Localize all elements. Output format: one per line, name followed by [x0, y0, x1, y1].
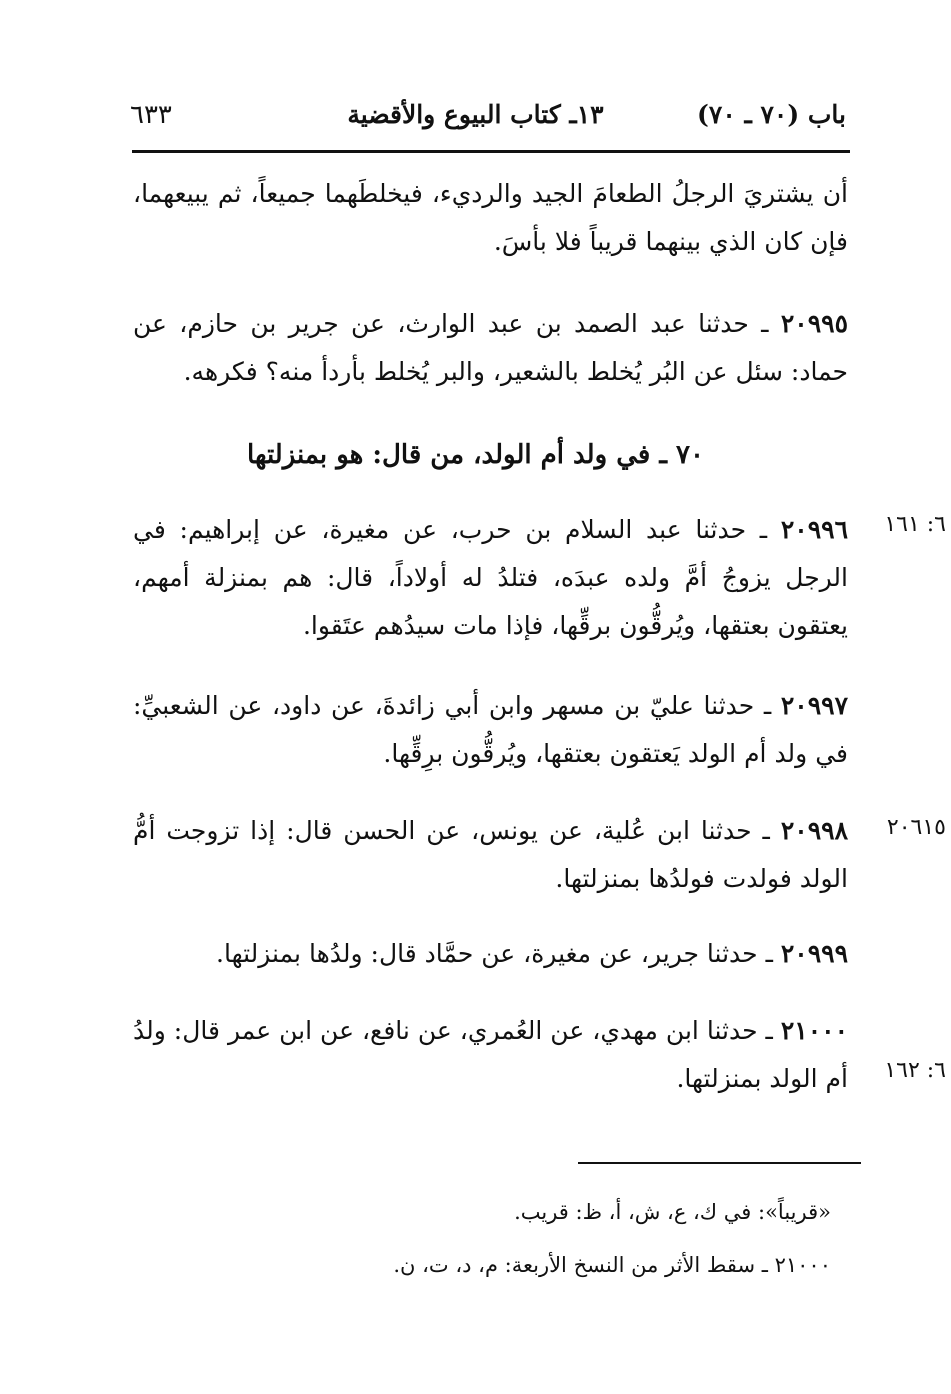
margin-reference: ٢٠٦١٥	[886, 815, 946, 840]
hadith-number: ٢٠٩٩٧	[780, 691, 848, 720]
chapter-reference: باب (٧٠ ـ ٧٠)	[697, 100, 846, 129]
paragraph-continuation	[133, 170, 848, 266]
footnote: «قريباً»: في ك، ع، ش، أ، ظ: قريب.	[514, 1200, 831, 1224]
hadith-text: ـ حدثنا عليّ بن مسهر وابن أبي زائدةَ، عن داود، عن الشعبيِّ: في ولد أم الولد يَعتقون بعتقها، ويُرقُّون برِقِّها.	[133, 691, 848, 768]
book-title: ١٣ـ كتاب البيوع والأقضية	[347, 100, 604, 129]
hadith-20998	[133, 807, 848, 903]
hadith-number: ٢٠٩٩٨	[780, 816, 848, 845]
hadith-20995	[133, 300, 848, 396]
hadith-text: ـ حدثنا ابن عُلية، عن يونس، عن الحسن قال: إذا تزوجت أمُّ الولد فولدت فولدُها بمنزلتها.	[133, 816, 848, 893]
hadith-number: ٢٠٩٩٥	[780, 309, 848, 338]
hadith-number: ٢٠٩٩٦	[780, 515, 848, 544]
hadith-text: ـ حدثنا عبد الصمد بن عبد الوارث، عن جرير بن حازم، عن حماد: سئل عن البُر يُخلط بالشعير، والبر يُخلط بأردأ منه؟ فكرهه.	[133, 309, 848, 386]
hadith-20996	[133, 506, 848, 650]
margin-reference: ٦: ١٦٢	[884, 1058, 946, 1083]
margin-reference: ٦: ١٦١	[884, 512, 946, 537]
section-title: ٧٠ ـ في ولد أم الولد، من قال: هو بمنزلتها	[247, 440, 704, 470]
footnote: ٢١٠٠٠ ـ سقط الأثر من النسخ الأربعة: م، د، ت، ن.	[393, 1253, 831, 1277]
hadith-text: ـ حدثنا جرير، عن مغيرة، عن حمَّاد قال: ولدُها بمنزلتها.	[216, 939, 781, 968]
footnote-divider	[578, 1162, 861, 1164]
header-divider	[132, 150, 850, 153]
hadith-20997	[133, 682, 848, 778]
paragraph-text: أن يشتريَ الرجلُ الطعامَ الجيد والرديء، فيخلطَهما جميعاً، ثم يبيعهما، فإن كان الذي بينهما قريباً فلا بأسَ.	[133, 179, 848, 256]
hadith-text: ـ حدثنا عبد السلام بن حرب، عن مغيرة، عن إبراهيم: في الرجل يزوجُ أمَّ ولده عبدَه، فتلدُ له أولاداً، قال: هم بمنزلة أمهم، يعتقون بعتقها، ويُرقُّون برقِّها، فإذا مات سيدُهم عتَقوا.	[133, 515, 848, 640]
hadith-text: ـ حدثنا ابن مهدي، عن العُمري، عن نافع، عن ابن عمر قال: ولدُ أم الولد بمنزلتها.	[133, 1016, 848, 1093]
hadith-number: ٢٠٩٩٩	[780, 939, 848, 968]
hadith-number: ٢١٠٠٠	[780, 1016, 848, 1045]
page-number: ٦٣٣	[130, 100, 172, 130]
hadith-20999	[133, 930, 848, 978]
hadith-21000	[133, 1007, 848, 1103]
